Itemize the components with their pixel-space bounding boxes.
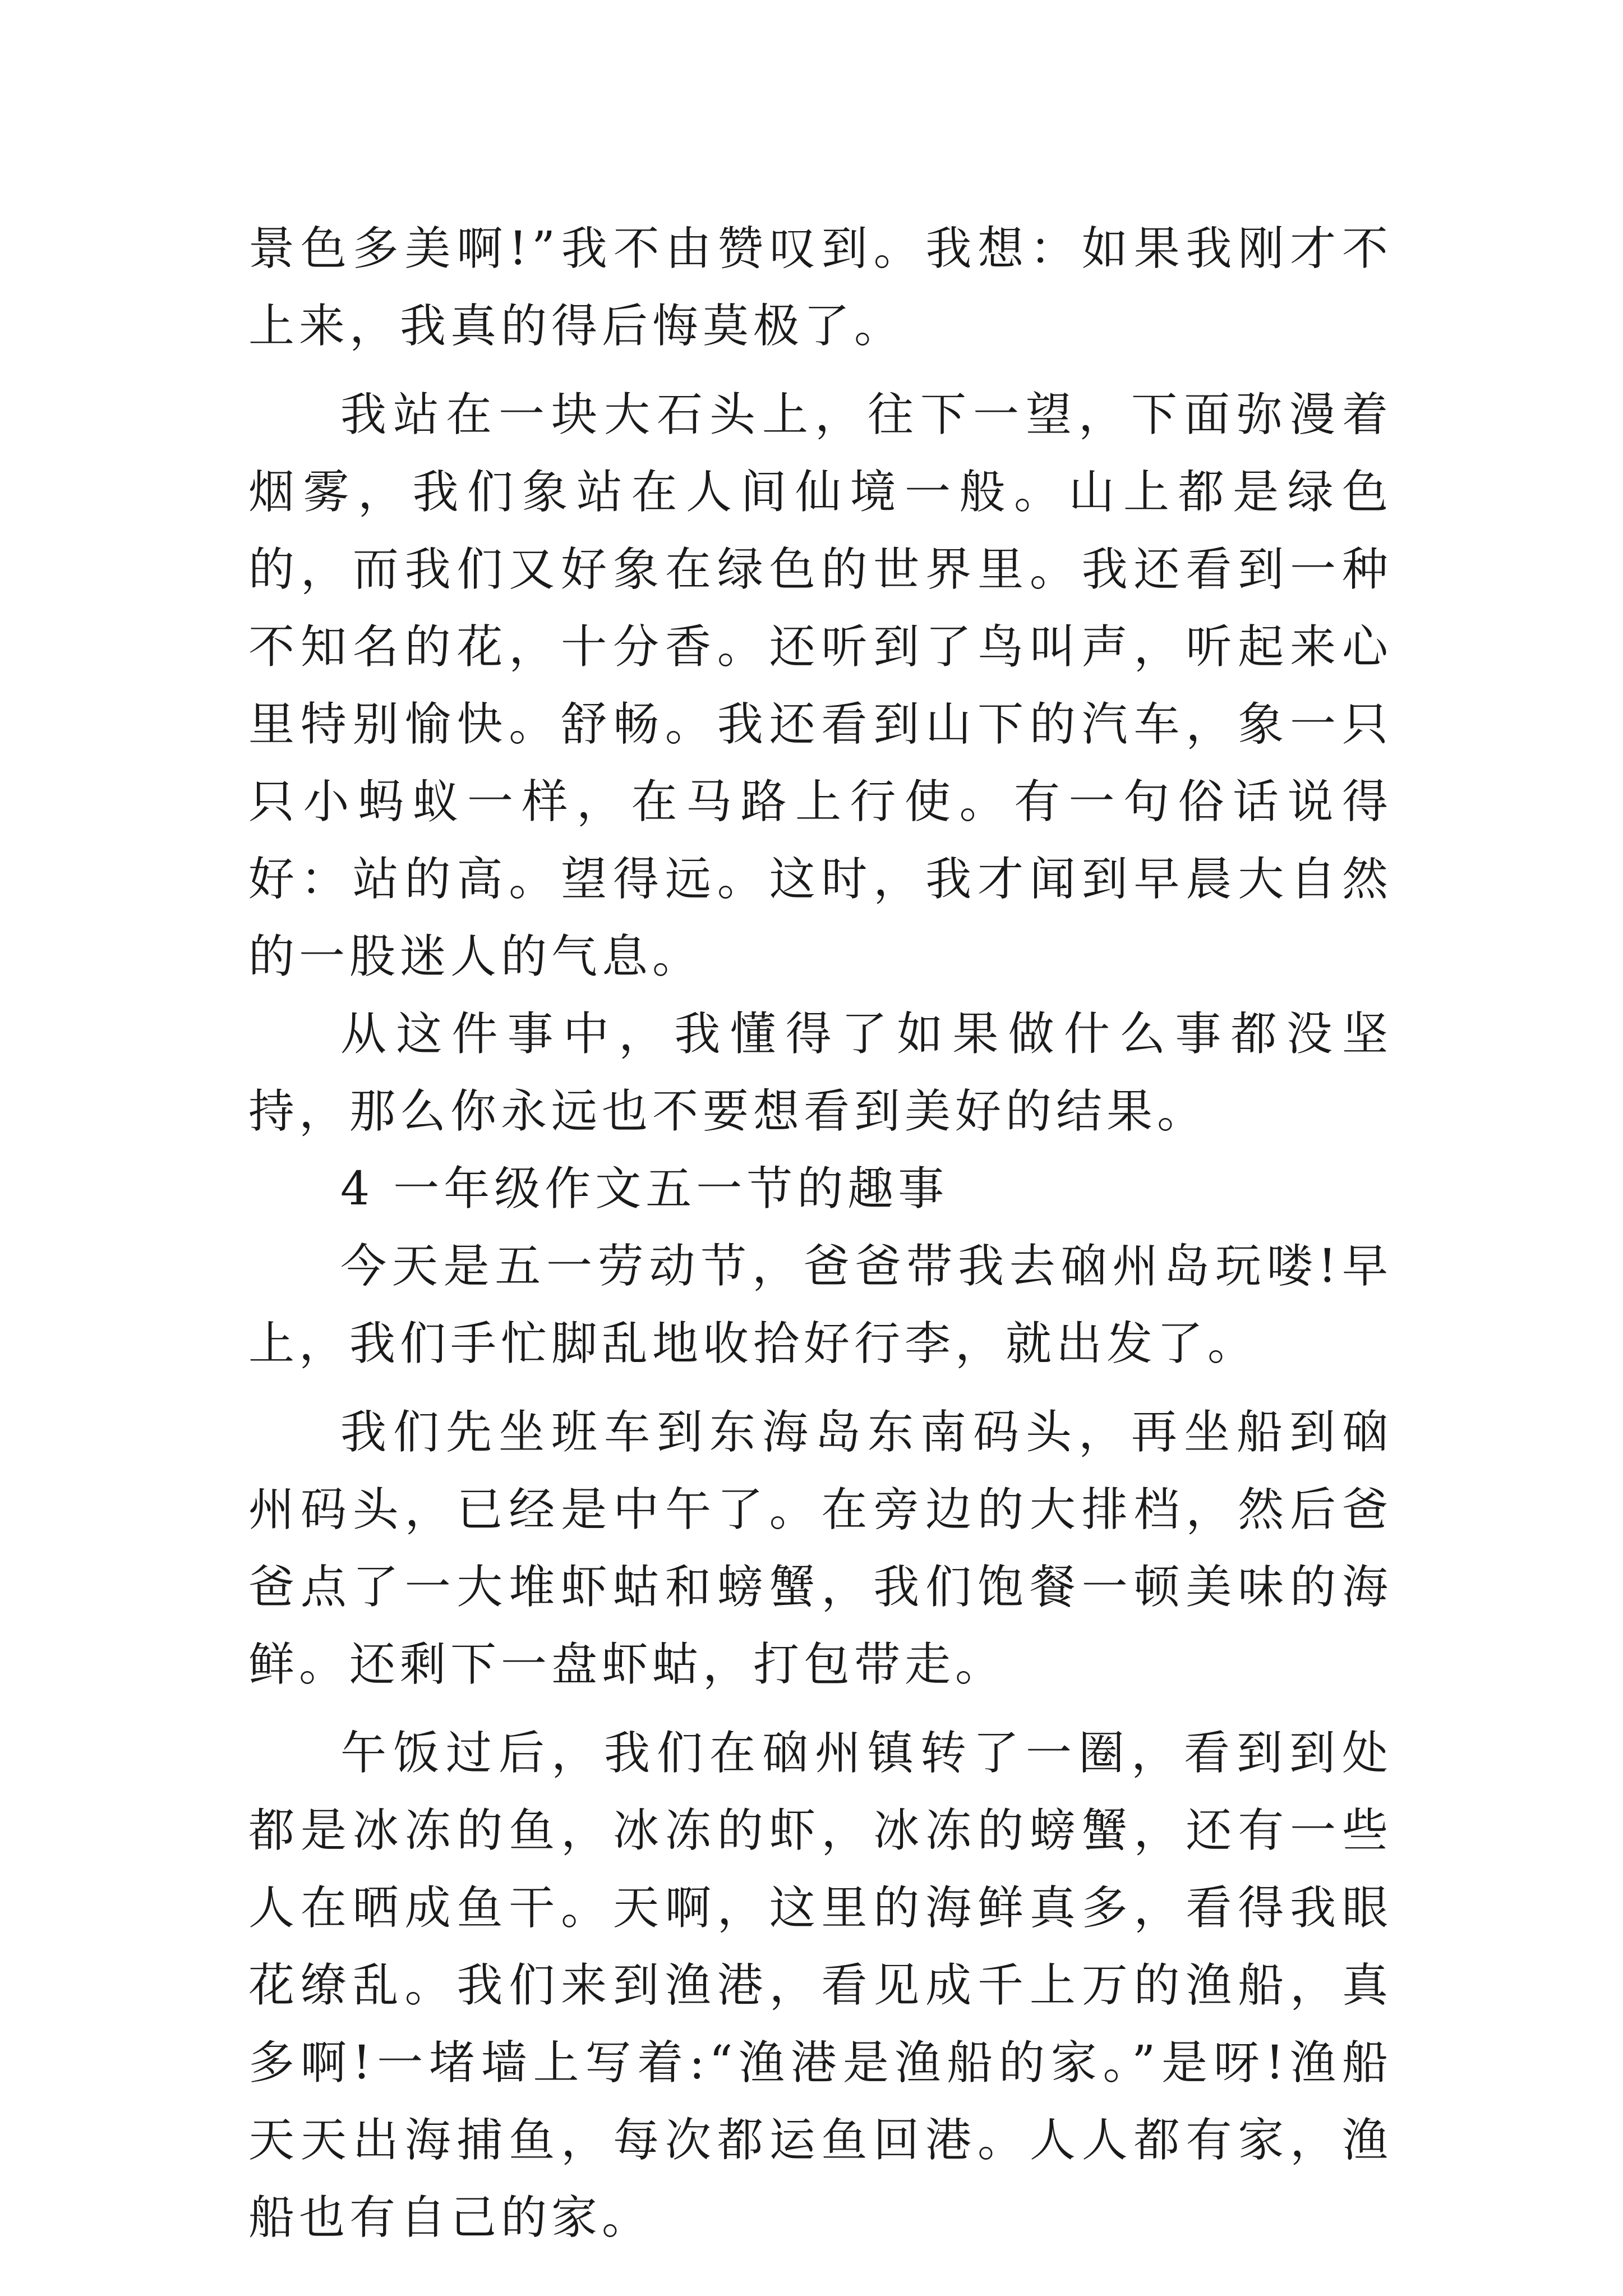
paragraph: 今天是五一劳动节，爸爸带我去硇州岛玩喽!早上，我们手忙脚乱地收拾好行李，就出发了。: [248, 1240, 1393, 1370]
section-heading: 4 一年级作文五一节的趣事: [340, 1162, 949, 1216]
paragraph: 我站在一块大石头上，往下一望，下面弥漫着烟雾，我们象站在人间仙境一般。山上都是绿色的，而我们又好象在绿色的世界里。我还看到一种不知名的花，十分香。还听到了鸟叫声，听起来心里特别愉快。舒畅。我还看到山下的汽车，象一只只小蚂蚁一样，在马路上行使。有一句俗话说得好：站的高。望得远。这时，我才闻到早晨大自然的一股迷人的气息。: [248, 388, 1393, 983]
document-body: [248, 210, 1393, 2257]
paragraph: 午饭过后，我们在硇州镇转了一圈，看到到处都是冰冻的鱼，冰冻的虾，冰冻的螃蟹，还有一些人在晒成鱼干。天啊，这里的海鲜真多，看得我眼花缭乱。我们来到渔港，看见成千上万的渔船，真多啊!一堵墙上写着:“渔港是渔船的家。”是呀!渔船天天出海捕鱼，每次都运鱼回港。人人都有家，渔船也有自己的家。: [248, 1727, 1393, 2244]
paragraph: 从这件事中，我懂得了如果做什么事都没坚持，那么你永远也不要想看到美好的结果。: [248, 1007, 1393, 1138]
paragraph-continued: 景色多美啊!”我不由赞叹到。我想：如果我刚才不上来，我真的得后悔莫极了。: [248, 222, 1393, 353]
paragraph: 我们先坐班车到东海岛东南码头，再坐船到硇州码头，已经是中午了。在旁边的大排档，然后爸爸点了一大堆虾蛄和螃蟹，我们饱餐一顿美味的海鲜。还剩下一盘虾蛄，打包带走。: [248, 1406, 1393, 1691]
